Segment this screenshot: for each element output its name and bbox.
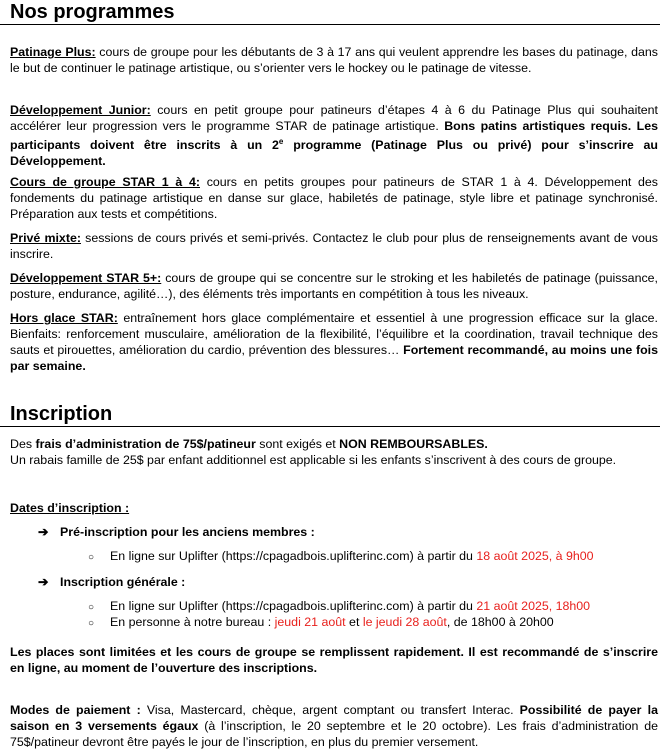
payment-text: (à l’inscription, le 20 septembre et le 20 octobre). Les frais d’administration de 75$/patineur devront être payés le jour de l’inscription, en plus du premier versement. [10,719,658,749]
registration-item-text: En ligne sur Uplifter (https://cpagadbois.uplifterinc.com) à partir du [110,549,477,563]
programme-item [10,44,658,76]
arrow-right-icon: ➔ [38,525,49,539]
registration-item-text: et [345,615,363,629]
registration-date: 18 août 2025, à 9h00 [476,549,594,563]
group-heading-text: Inscription générale : [60,575,186,589]
circle-bullet-icon: ○ [88,552,95,563]
payment-paragraph [10,702,658,750]
circle-bullet-icon: ○ [88,618,95,629]
programme-note: Bons patins artistiques requis. Les participants doivent être inscrits à un 2 [10,119,658,153]
programme-item [10,102,658,169]
registration-item [88,614,554,632]
registration-date: jeudi 21 août [274,615,346,629]
registration-item [88,548,594,566]
programme-text: entraînement hors glace complémentaire et essentiel à une progression efficace sur la glace. Bienfaits: renforcement musculaire, amélioration de la flexibilité, l’équilibre et la coordination, travail technique des sauts et pirouettes, amélioration du cardio, prévention des blessures… [10,311,658,357]
programme-name: Privé mixte: [10,231,81,245]
fees-text: sont exigés et [255,437,340,451]
arrow-right-icon: ➔ [38,575,49,589]
registration-group-heading [38,524,315,540]
programme-superscript: e [278,137,284,146]
fees-text: Des [10,437,36,451]
dates-label [10,500,658,516]
programme-name: Patinage Plus: [10,45,96,59]
programme-text: cours en petit groupe pour patineurs d’étapes 4 à 6 du Patinage Plus qui souhaitent accélérer leur progression vers le programme STAR de patinage artistique. [10,103,658,133]
registration-date: le jeudi 28 août [362,615,447,629]
programme-text: cours de groupe pour les débutants de 3 à 17 ans qui veulent apprendre les bases du patinage, dans le but de continuer le patinage artistique, ou s’orienter vers le hockey ou le patinage de vitesse. [10,45,658,75]
registration-item-text: , de 18h00 à 20h00 [446,615,554,629]
fees-paragraph [10,436,658,468]
programme-name: Développement Junior: [10,103,151,117]
circle-bullet-icon: ○ [88,602,95,613]
registration-date: 21 août 2025, 18h00 [476,599,591,613]
registration-item-text: En ligne sur Uplifter (https://cpagadbois.uplifterinc.com) à partir du [110,599,477,613]
programme-item [10,230,658,262]
family-discount-text: Un rabais famille de 25$ par enfant additionnel est applicable si les enfants s’inscrivent à des cours de groupe. [10,453,617,467]
programme-text: sessions de cours privés et semi-privés. Contactez le club pour plus de renseignements avant de vous inscrire. [10,231,658,261]
registration-group-heading [38,574,185,590]
programme-note: programme (Patinage Plus ou privé) pour s’inscrire au Développement. [10,138,658,169]
programme-item [10,270,658,302]
section-title-inscription: Inscription [0,402,660,427]
programme-text: cours en petits groupes pour patineurs de STAR 1 à 4. Développement des fondements du patinage artistique en danse sur glace, habiletés de patinage, style libre et patinage synchronisé. Préparation aux tests et compétitions. [10,175,658,221]
payment-text: Visa, Mastercard, chèque, argent comptant ou transfert Interac. [140,703,520,717]
group-heading-text: Pré-inscription pour les anciens membres : [60,525,315,539]
fees-amount: frais d’administration de 75$/patineur [35,437,256,451]
programme-item [10,174,658,222]
warning-paragraph: Les places sont limitées et les cours de groupe se remplissent rapidement. Il est recommandé de s’inscrire en ligne, au moment de l’ouverture des inscriptions. [10,645,658,675]
programme-name: Développement STAR 5+: [10,271,162,285]
programme-name: Cours de groupe STAR 1 à 4: [10,175,200,189]
programme-note: Fortement recommandé, au moins une fois par semaine. [10,343,658,373]
fees-non-refundable: NON REMBOURSABLES. [339,437,488,451]
registration-item-text: En personne à notre bureau : [110,615,275,629]
payment-installments: Possibilité de payer la saison en 3 versements égaux [10,703,658,733]
programme-item [10,310,658,374]
payment-label: Modes de paiement : [10,703,141,717]
dates-label-text: Dates d’inscription : [10,501,130,515]
programme-name: Hors glace STAR: [10,311,118,325]
programme-text: cours de groupe qui se concentre sur le stroking et les habiletés de patinage (puissance, posture, endurance, agilité…), des éléments très importants en compétition à tous les niveaux. [10,271,658,301]
section-title-programmes: Nos programmes [0,0,660,25]
